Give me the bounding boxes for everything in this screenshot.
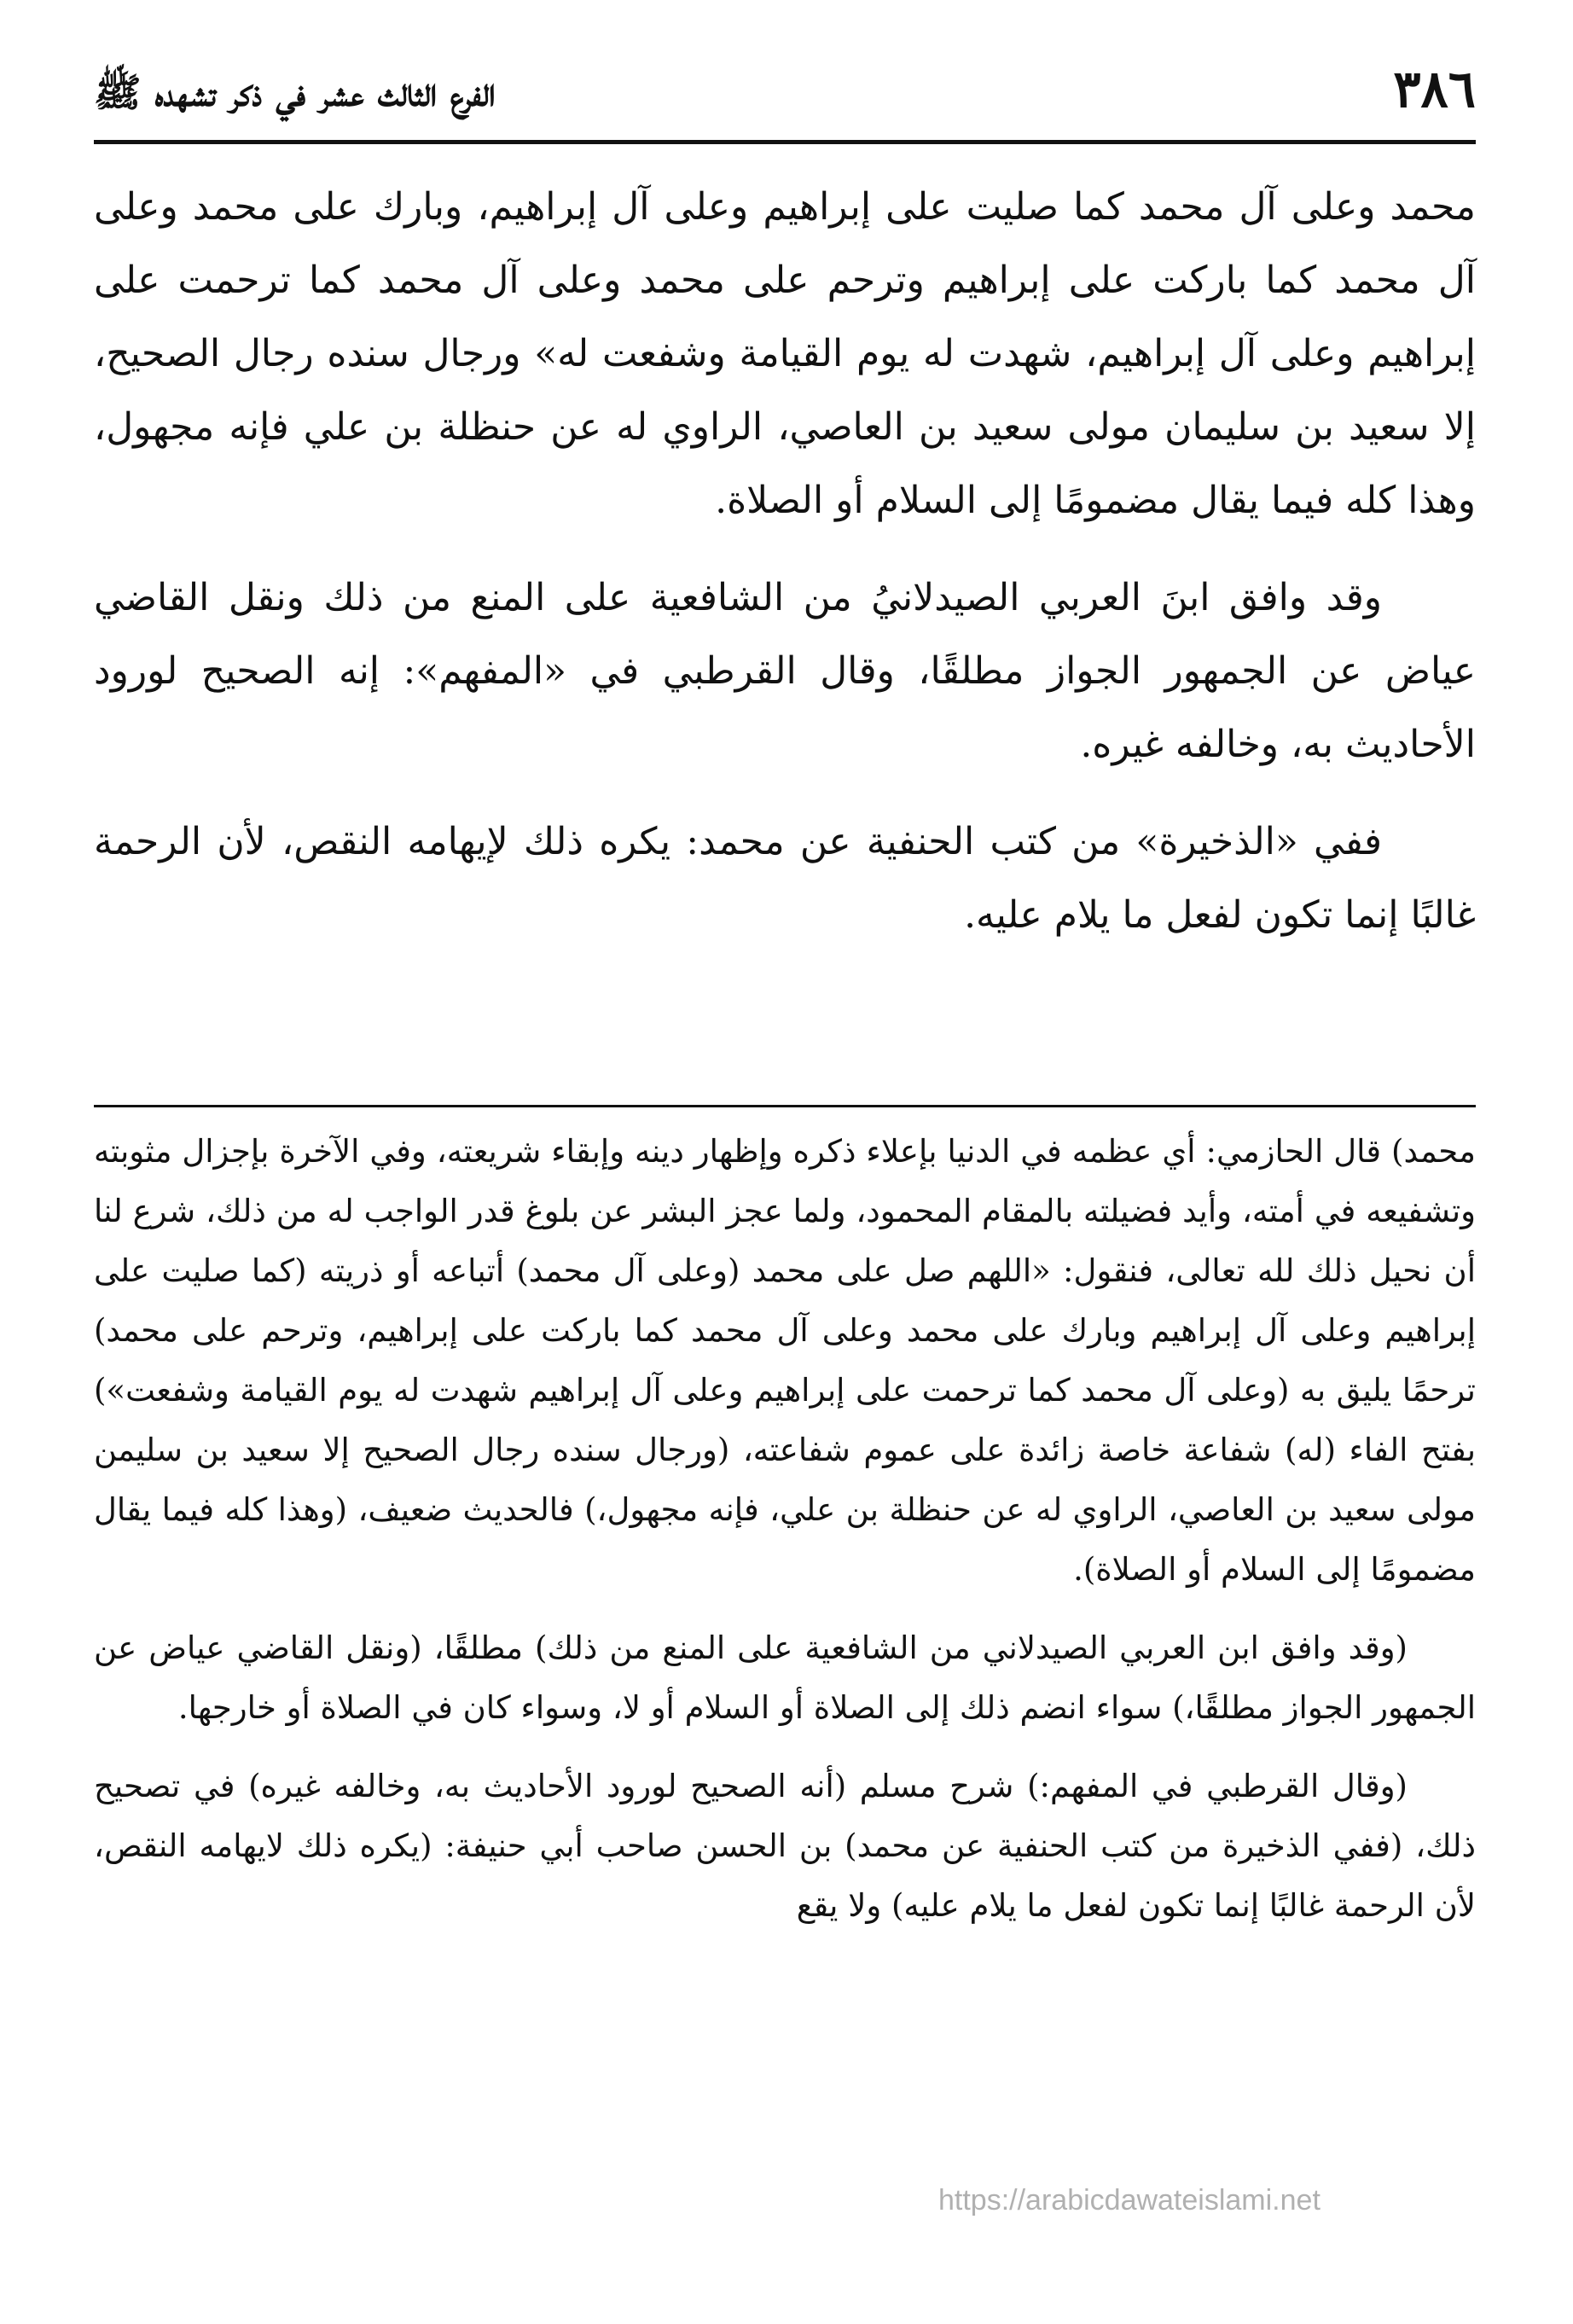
commentary-rule <box>94 1105 1476 1107</box>
main-paragraph: ففي «الذخيرة» من كتب الحنفية عن محمد: يكره ذلك لإيهامه النقص، لأن الرحمة غالبًا إنما تكون لفعل ما يلام عليه. <box>94 820 1476 937</box>
page-header <box>94 51 1476 137</box>
watermark-url: https://arabicdawateislami.net <box>938 2184 1321 2217</box>
commentary-paragraph: محمد) قال الحازمي: أي عظمه في الدنيا بإعلاء ذكره وإظهار دينه وإبقاء شريعته، وفي الآخرة بإجزال مثوبته وتشفيعه في أمته، وأيد فضيلته بالمقام المحمود، ولما عجز البشر عن بلوغ قدر الواجب له من ذلك، شرع لنا أن نحيل ذلك لله تعالى، فنقول: «اللهم صل على محمد (وعلى آل محمد) أتباعه أو ذريته (كما صليت على إبراهيم وعلى آل إبراهيم وبارك على محمد وعلى آل محمد كما باركت على إبراهيم، وترحم على محمد) ترحمًا يليق به (وعلى آل محمد كما ترحمت على إبراهيم وعلى آل إبراهيم شهدت له يوم القيامة وشفعت») بفتح الفاء (له) شفاعة خاصة زائدة على عموم شفاعته، (ورجال سنده رجال الصحيح إلا سعيد بن سليمن مولى سعيد بن العاصي، الراوي له عن حنظلة بن علي، فإنه مجهول،) فالحديث ضعيف، (وهذا كله فيما يقال مضمومًا إلى السلام أو الصلاة). <box>94 1133 1476 1588</box>
main-paragraph: محمد وعلى آل محمد كما صليت على إبراهيم وعلى آل إبراهيم، وبارك على محمد وعلى آل محمد كما باركت على إبراهيم وترحم على محمد وعلى آل محمد كما ترحمت على إبراهيم وعلى آل إبراهيم، شهدت له يوم القيامة وشفعت له» ورجال سنده رجال الصحيح، إلا سعيد بن سليمان مولى سعيد بن العاصي، الراوي له عن حنظلة بن علي فإنه مجهول، وهذا كله فيما يقال مضمومًا إلى السلام أو الصلاة. <box>94 185 1477 522</box>
commentary-paragraph: (وقد وافق ابن العربي الصيدلاني من الشافعية على المنع من ذلك) مطلقًا، (ونقل القاضي عياض عن الجمهور الجواز مطلقًا،) سواء انضم ذلك إلى الصلاة أو السلام أو لا، وسواء كان في الصلاة أو خارجها. <box>94 1630 1476 1726</box>
main-text <box>94 171 1476 976</box>
header-rule <box>94 140 1476 144</box>
page-number: ٣٨٦ <box>1393 60 1476 119</box>
running-title: الفرع الثالث عشر في ذكر تشهده ﷺ <box>94 69 496 115</box>
commentary-paragraph: (وقال القرطبي في المفهم:) شرح مسلم (أنه الصحيح لورود الأحاديث به، وخالفه غيره) في تصحيح ذلك، (ففي الذخيرة من كتب الحنفية عن محمد) بن الحسن صاحب أبي حنيفة: (يكره ذلك لايهامه النقص، لأن الرحمة غالبًا إنما تكون لفعل ما يلام عليه) ولا يقع <box>94 1768 1476 1924</box>
main-paragraph: وقد وافق ابنَ العربي الصيدلانيُ من الشافعية على المنع من ذلك ونقل القاضي عياض عن الجمهور الجواز مطلقًا، وقال القرطبي في «المفهم»: إنه الصحيح لورود الأحاديث به، وخالفه غيره. <box>94 576 1476 766</box>
commentary <box>94 1122 1476 1955</box>
